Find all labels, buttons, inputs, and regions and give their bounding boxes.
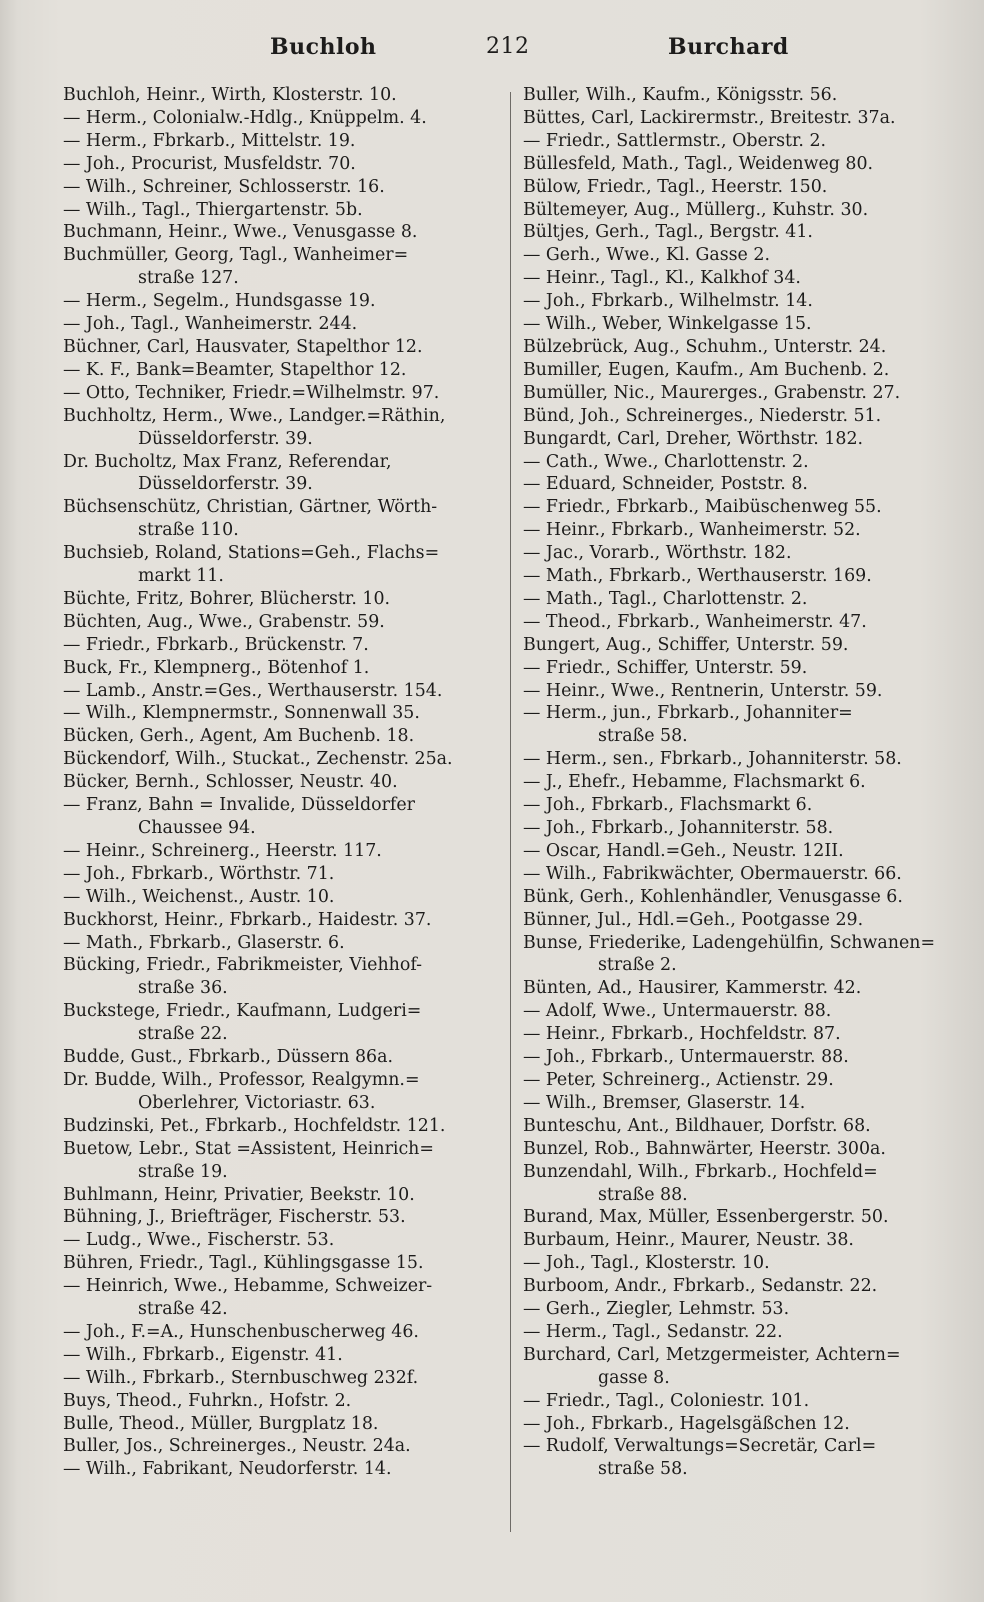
directory-entry — [63, 244, 503, 290]
directory-entry — [63, 840, 503, 863]
entry-line: Bunteschu, Ant., Bildhauer, Dorfstr. 68. — [523, 1115, 871, 1136]
entry-line: Budzinski, Pet., Fbrkarb., Hochfeldstr. 121. — [63, 1115, 446, 1136]
entry-line: — Theod., Fbrkarb., Wanheimerstr. 47. — [523, 611, 867, 632]
entry-line: Bunzel, Rob., Bahnwärter, Heerstr. 300a. — [523, 1138, 886, 1159]
directory-entry — [63, 657, 503, 680]
directory-entry — [523, 199, 968, 222]
directory-entry — [523, 1298, 968, 1321]
entry-continuation-line: straße 58. — [598, 726, 688, 747]
directory-entry — [63, 1344, 503, 1367]
entry-line: Bünk, Gerh., Kohlenhändler, Venusgasse 6. — [523, 886, 903, 907]
directory-entry — [63, 634, 503, 657]
entry-line: Buckstege, Friedr., Kaufmann, Ludgeri= — [63, 1001, 422, 1022]
entry-line: — Wilh., Fbrkarb., Eigenstr. 41. — [63, 1344, 343, 1365]
directory-entry — [63, 1046, 503, 1069]
directory-entry — [523, 84, 968, 107]
entry-line: Buetow, Lebr., Stat =Assistent, Heinrich= — [63, 1138, 434, 1159]
entry-line: — Herm., sen., Fbrkarb., Johanniterstr. 58. — [523, 749, 902, 770]
directory-entry — [63, 1069, 503, 1115]
entry-line: Buck, Fr., Klempnerg., Bötenhof 1. — [63, 657, 370, 678]
directory-entry — [523, 1344, 968, 1390]
directory-entry — [523, 405, 968, 428]
entry-continuation-line: markt 11. — [138, 566, 224, 587]
entry-line: — Math., Fbrkarb., Werthauserstr. 169. — [523, 566, 872, 587]
entry-line: — Friedr., Tagl., Coloniestr. 101. — [523, 1390, 810, 1411]
directory-entry — [523, 1069, 968, 1092]
directory-entry — [63, 359, 503, 382]
directory-entry — [523, 519, 968, 542]
directory-entry — [63, 107, 503, 130]
entry-line: Buller, Wilh., Kaufm., Königsstr. 56. — [523, 85, 838, 105]
entry-line: — Joh., Fbrkarb., Untermauerstr. 88. — [523, 1047, 849, 1068]
directory-entry — [523, 1252, 968, 1275]
directory-entry — [63, 542, 503, 588]
directory-entry — [523, 1161, 968, 1207]
directory-entry — [63, 771, 503, 794]
page-header — [0, 30, 984, 70]
directory-entry — [523, 1115, 968, 1138]
entry-line: — Herm., Tagl., Sedanstr. 22. — [523, 1321, 783, 1342]
directory-entry — [523, 290, 968, 313]
entry-line: Bünner, Jul., Hdl.=Geh., Pootgasse 29. — [523, 909, 864, 930]
entry-line: Bückendorf, Wilh., Stuckat., Zechenstr. 25a. — [63, 749, 453, 770]
directory-entry — [523, 359, 968, 382]
directory-entry — [63, 1275, 503, 1321]
entry-continuation-line: Düsseldorferstr. 39. — [138, 474, 313, 495]
directory-entry — [523, 496, 968, 519]
directory-entry — [63, 405, 503, 451]
directory-entry — [523, 244, 968, 267]
header-left-catchword: Buchloh — [270, 34, 377, 60]
entry-line: Bungardt, Carl, Dreher, Wörthstr. 182. — [523, 428, 864, 449]
directory-entry — [523, 748, 968, 771]
directory-entry — [523, 840, 968, 863]
entry-line: — Wilh., Fabrikant, Neudorferstr. 14. — [63, 1459, 392, 1480]
directory-entry — [63, 1458, 503, 1481]
directory-entry — [523, 1435, 968, 1481]
directory-entry — [523, 428, 968, 451]
directory-entry — [63, 725, 503, 748]
entry-line: Buchmann, Heinr., Wwe., Venusgasse 8. — [63, 222, 418, 243]
directory-entry — [63, 130, 503, 153]
directory-entry — [523, 863, 968, 886]
directory-entry — [63, 588, 503, 611]
directory-entry — [523, 336, 968, 359]
entry-line: — Wilh., Weichenst., Austr. 10. — [63, 886, 335, 907]
entry-continuation-line: Chaussee 94. — [138, 818, 256, 838]
entry-line: Bunzendahl, Wilh., Fbrkarb., Hochfeld= — [523, 1161, 878, 1182]
directory-entry — [523, 313, 968, 336]
entry-line: — Heinr., Tagl., Kl., Kalkhof 34. — [523, 268, 801, 289]
entry-line: — Franz, Bahn = Invalide, Düsseldorfer — [63, 795, 415, 816]
entry-line: — Joh., F.=A., Hunschenbuscherweg 46. — [63, 1321, 419, 1342]
directory-entry — [523, 1046, 968, 1069]
entry-line: Büchsenschütz, Christian, Gärtner, Wörth- — [63, 497, 438, 518]
directory-entry — [63, 611, 503, 634]
directory-entry — [523, 886, 968, 909]
directory-entry — [523, 382, 968, 405]
entry-line: — Friedr., Fbrkarb., Brückenstr. 7. — [63, 634, 369, 655]
directory-entry — [523, 794, 968, 817]
entry-line: Büchte, Fritz, Bohrer, Blücherstr. 10. — [63, 588, 391, 609]
entry-continuation-line: straße 127. — [138, 268, 239, 289]
entry-line: Bühren, Friedr., Tagl., Kühlingsgasse 15. — [63, 1253, 424, 1274]
entry-line: — Heinrich, Wwe., Hebamme, Schweizer- — [63, 1276, 433, 1297]
entry-line: — Herm., jun., Fbrkarb., Johanniter= — [523, 703, 853, 724]
entry-line: Buckhorst, Heinr., Fbrkarb., Haidestr. 37. — [63, 909, 432, 930]
directory-entry — [63, 1390, 503, 1413]
directory-entry — [63, 680, 503, 703]
directory-entry — [523, 932, 968, 978]
entry-continuation-line: straße 22. — [138, 1024, 228, 1045]
entry-line: Dr. Bucholtz, Max Franz, Referendar, — [63, 451, 392, 472]
directory-entry — [63, 909, 503, 932]
entry-continuation-line: straße 42. — [138, 1299, 228, 1320]
entry-continuation-line: straße 19. — [138, 1161, 228, 1182]
directory-entry — [63, 176, 503, 199]
directory-entry — [63, 794, 503, 840]
entry-continuation-line: straße 110. — [138, 520, 239, 541]
entry-line: — Wilh., Klempnermstr., Sonnenwall 35. — [63, 703, 420, 724]
directory-entry — [523, 1413, 968, 1436]
entry-continuation-line: straße 88. — [598, 1184, 688, 1205]
directory-entry — [63, 451, 503, 497]
entry-line: Budde, Gust., Fbrkarb., Düssern 86a. — [63, 1047, 393, 1068]
directory-entry — [523, 153, 968, 176]
directory-entry — [523, 565, 968, 588]
entry-line: — Wilh., Weber, Winkelgasse 15. — [523, 314, 812, 335]
entry-line: — Ludg., Wwe., Fischerstr. 53. — [63, 1230, 335, 1251]
directory-entry — [523, 909, 968, 932]
left-column — [63, 84, 503, 1481]
entry-continuation-line: gasse 8. — [598, 1367, 670, 1388]
entry-line: — Jac., Vorarb., Wörthstr. 182. — [523, 543, 792, 564]
entry-line: — Herm., Fbrkarb., Mittelstr. 19. — [63, 130, 356, 151]
directory-entry — [63, 1206, 503, 1229]
entry-line: Bültemeyer, Aug., Müllerg., Kuhstr. 30. — [523, 199, 869, 220]
entry-line: Buys, Theod., Fuhrkn., Hofstr. 2. — [63, 1390, 352, 1411]
entry-line: — Heinr., Fbrkarb., Wanheimerstr. 52. — [523, 520, 861, 541]
entry-line: Bumüller, Nic., Maurerges., Grabenstr. 27. — [523, 382, 901, 403]
entry-line: Büchner, Carl, Hausvater, Stapelthor 12. — [63, 336, 423, 357]
directory-entry — [523, 680, 968, 703]
directory-entry — [523, 542, 968, 565]
entry-line: — Adolf, Wwe., Untermauerstr. 88. — [523, 1001, 832, 1022]
entry-line: Buchmüller, Georg, Tagl., Wanheimer= — [63, 245, 409, 266]
directory-entry — [63, 932, 503, 955]
directory-entry — [523, 1000, 968, 1023]
directory-entry — [63, 1252, 503, 1275]
directory-entry — [523, 1275, 968, 1298]
entry-line: Bünten, Ad., Hausirer, Kammerstr. 42. — [523, 978, 862, 999]
entry-line: Dr. Budde, Wilh., Professor, Realgymn.= — [63, 1069, 420, 1090]
directory-entry — [63, 1229, 503, 1252]
directory-entry — [63, 336, 503, 359]
directory-entry — [63, 1321, 503, 1344]
entry-continuation-line: straße 36. — [138, 978, 228, 999]
entry-line: — Wilh., Bremser, Glaserstr. 14. — [523, 1092, 806, 1113]
directory-entry — [63, 1138, 503, 1184]
entry-line: — Joh., Tagl., Wanheimerstr. 244. — [63, 314, 358, 335]
entry-line: — Rudolf, Verwaltungs=Secretär, Carl= — [523, 1436, 877, 1457]
entry-line: — Joh., Fbrkarb., Wörthstr. 71. — [63, 863, 335, 884]
entry-line: — Math., Tagl., Charlottenstr. 2. — [523, 588, 808, 609]
entry-line: — Heinr., Fbrkarb., Hochfeldstr. 87. — [523, 1024, 841, 1045]
entry-line: — Heinr., Schreinerg., Heerstr. 117. — [63, 840, 382, 861]
directory-entry — [63, 153, 503, 176]
directory-entry — [63, 886, 503, 909]
entry-line: Burboom, Andr., Fbrkarb., Sedanstr. 22. — [523, 1276, 878, 1297]
entry-line: — Joh., Tagl., Klosterstr. 10. — [523, 1253, 770, 1274]
directory-entry — [63, 1184, 503, 1207]
entry-line: Bühning, J., Briefträger, Fischerstr. 53. — [63, 1207, 406, 1228]
entry-continuation-line: Oberlehrer, Victoriastr. 63. — [138, 1092, 376, 1113]
entry-line: — K. F., Bank=Beamter, Stapelthor 12. — [63, 359, 407, 380]
entry-line: Büttes, Carl, Lackirermstr., Breitestr. 37a. — [523, 107, 896, 128]
entry-line: — Herm., Colonialw.-Hdlg., Knüppelm. 4. — [63, 107, 427, 128]
directory-entry — [523, 176, 968, 199]
entry-line: — J., Ehefr., Hebamme, Flachsmarkt 6. — [523, 772, 866, 793]
entry-line: — Heinr., Wwe., Rentnerin, Unterstr. 59. — [523, 680, 883, 701]
directory-entry — [523, 1206, 968, 1229]
directory-entry — [63, 702, 503, 725]
directory-entry — [523, 588, 968, 611]
entry-line: Buchholtz, Herm., Wwe., Landger.=Räthin, — [63, 405, 446, 426]
directory-entry — [523, 657, 968, 680]
directory-entry — [523, 1390, 968, 1413]
directory-entry — [63, 954, 503, 1000]
entry-line: — Wilh., Fbrkarb., Sternbuschweg 232f. — [63, 1367, 419, 1388]
entry-line: — Otto, Techniker, Friedr.=Wilhelmstr. 97. — [63, 382, 440, 403]
entry-line: — Joh., Procurist, Musfeldstr. 70. — [63, 153, 356, 174]
entry-line: — Oscar, Handl.=Geh., Neustr. 12II. — [523, 840, 844, 861]
right-column — [523, 84, 968, 1481]
directory-entry — [63, 496, 503, 542]
directory-entry — [523, 107, 968, 130]
entry-line: — Gerh., Wwe., Kl. Gasse 2. — [523, 245, 770, 266]
entry-line: — Cath., Wwe., Charlottenstr. 2. — [523, 451, 809, 472]
entry-line: Bücken, Gerh., Agent, Am Buchenb. 18. — [63, 726, 415, 747]
directory-entry — [523, 1138, 968, 1161]
directory-entry — [523, 130, 968, 153]
directory-entry — [63, 1000, 503, 1046]
entry-line: Bulle, Theod., Müller, Burgplatz 18. — [63, 1413, 379, 1434]
entry-line: — Wilh., Schreiner, Schlosserstr. 16. — [63, 176, 385, 197]
directory-entry — [523, 473, 968, 496]
directory-entry — [63, 863, 503, 886]
entry-line: Bücking, Friedr., Fabrikmeister, Viehhof- — [63, 955, 423, 976]
directory-entry — [523, 771, 968, 794]
column-divider — [510, 92, 511, 1532]
entry-line: Bülzebrück, Aug., Schuhm., Unterstr. 24. — [523, 336, 887, 357]
entry-continuation-line: straße 58. — [598, 1459, 688, 1480]
entry-continuation-line: Düsseldorferstr. 39. — [138, 428, 313, 449]
entry-line: Buhlmann, Heinr, Privatier, Beekstr. 10. — [63, 1184, 415, 1205]
entry-line: Bünd, Joh., Schreinerges., Niederstr. 51. — [523, 405, 882, 426]
directory-entry — [63, 1435, 503, 1458]
directory-entry — [523, 221, 968, 244]
entry-line: Bücker, Bernh., Schlosser, Neustr. 40. — [63, 772, 398, 793]
entry-continuation-line: straße 2. — [598, 955, 677, 976]
directory-entry — [63, 1413, 503, 1436]
entry-line: Bumiller, Eugen, Kaufm., Am Buchenb. 2. — [523, 359, 890, 380]
entry-line: — Friedr., Schiffer, Unterstr. 59. — [523, 657, 808, 678]
entry-line: Bunse, Friederike, Ladengehülfin, Schwanen= — [523, 932, 936, 953]
directory-entry — [523, 611, 968, 634]
entry-line: — Joh., Fbrkarb., Flachsmarkt 6. — [523, 795, 813, 816]
directory-entry — [63, 221, 503, 244]
entry-line: — Lamb., Anstr.=Ges., Werthauserstr. 154. — [63, 680, 443, 701]
entry-line: — Wilh., Tagl., Thiergartenstr. 5b. — [63, 199, 363, 220]
directory-entry — [63, 748, 503, 771]
entry-line: Büchten, Aug., Wwe., Grabenstr. 59. — [63, 611, 385, 632]
entry-line: — Gerh., Ziegler, Lehmstr. 53. — [523, 1299, 790, 1320]
header-right-catchword: Burchard — [668, 34, 789, 60]
entry-line: — Friedr., Fbrkarb., Maibüschenweg 55. — [523, 497, 882, 518]
directory-entry — [63, 1115, 503, 1138]
directory-entry — [63, 313, 503, 336]
directory-entry — [523, 1321, 968, 1344]
entry-line: Bungert, Aug., Schiffer, Unterstr. 59. — [523, 634, 849, 655]
directory-entry — [523, 451, 968, 474]
page-number: 212 — [486, 34, 530, 59]
directory-entry — [63, 290, 503, 313]
entry-line: Büllesfeld, Math., Tagl., Weidenweg 80. — [523, 153, 874, 174]
directory-entry — [63, 84, 503, 107]
directory-entry — [523, 634, 968, 657]
entry-line: — Joh., Fbrkarb., Johanniterstr. 58. — [523, 818, 834, 838]
entry-line: Buchloh, Heinr., Wirth, Klosterstr. 10. — [63, 85, 397, 105]
entry-line: — Eduard, Schneider, Poststr. 8. — [523, 474, 808, 495]
directory-entry — [523, 1229, 968, 1252]
directory-entry — [523, 1092, 968, 1115]
directory-entry — [523, 977, 968, 1000]
entry-line: — Peter, Schreinerg., Actienstr. 29. — [523, 1069, 834, 1090]
entry-line: — Math., Fbrkarb., Glaserstr. 6. — [63, 932, 345, 953]
entry-line: — Joh., Fbrkarb., Wilhelmstr. 14. — [523, 291, 813, 312]
directory-entry — [523, 267, 968, 290]
entry-line: Burbaum, Heinr., Maurer, Neustr. 38. — [523, 1230, 854, 1251]
entry-line: — Herm., Segelm., Hundsgasse 19. — [63, 291, 376, 312]
entry-line: — Wilh., Fabrikwächter, Obermauerstr. 66. — [523, 863, 902, 884]
entry-line: Burand, Max, Müller, Essenbergerstr. 50. — [523, 1207, 889, 1228]
directory-entry — [523, 1023, 968, 1046]
entry-line: — Friedr., Sattlermstr., Oberstr. 2. — [523, 130, 827, 151]
directory-entry — [63, 1367, 503, 1390]
directory-entry — [63, 199, 503, 222]
directory-entry — [63, 382, 503, 405]
entry-line: Buller, Jos., Schreinerges., Neustr. 24a. — [63, 1436, 411, 1457]
directory-entry — [523, 817, 968, 840]
entry-line: Burchard, Carl, Metzgermeister, Achtern= — [523, 1344, 901, 1365]
directory-entry — [523, 702, 968, 748]
entry-line: Buchsieb, Roland, Stations=Geh., Flachs= — [63, 543, 440, 564]
entry-line: Bülow, Friedr., Tagl., Heerstr. 150. — [523, 176, 828, 197]
entry-line: — Joh., Fbrkarb., Hagelsgäßchen 12. — [523, 1413, 850, 1434]
entry-line: Bültjes, Gerh., Tagl., Bergstr. 41. — [523, 222, 813, 243]
